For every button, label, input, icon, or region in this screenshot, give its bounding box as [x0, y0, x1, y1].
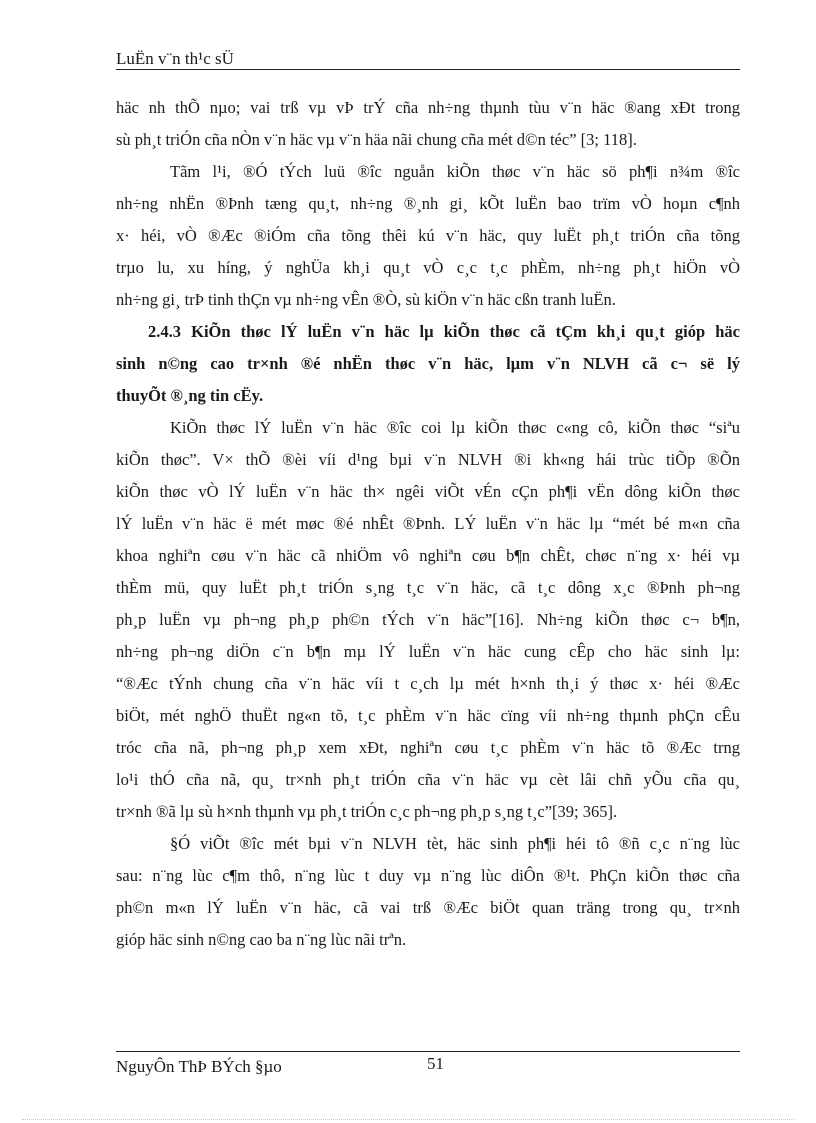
text-line: Tãm l¹i, ®Ó tÝch luü ®îc nguån kiÕn thøc v¨n häc sö ph¶i n¾m ®îc: [170, 162, 740, 181]
text-line: häc nh thÕ nµo; vai trß vµ vÞ trÝ cña nh÷ng thµnh tùu v¨n häc ®ang xÐt trong: [116, 98, 740, 117]
text-line: nh÷ng ph¬ng diÖn c¨n b¶n mµ lÝ luËn v¨n häc cung cÊp cho häc sinh lµ:: [116, 642, 740, 661]
text-line: “®Æc tÝnh chung cña v¨n häc víi t c¸ch lµ mét h×nh th¸i ý thøc x· héi ®Æc: [116, 674, 740, 693]
text-line: §Ó viÕt ®îc mét bµi v¨n NLVH tèt, häc sinh ph¶i héi tô ®ñ c¸c n¨ng lùc: [170, 834, 740, 853]
footer-rule: [116, 1051, 740, 1052]
text-line: nh÷ng nhËn ®Þnh tæng qu¸t, nh÷ng ®¸nh gi¸ kÕt luËn bao trïm vÒ hoµn c¶nh: [116, 194, 740, 213]
text-line: thuyÕt ®¸ng tin cËy.: [116, 386, 264, 405]
header-rule: [116, 69, 740, 70]
text-line: tróc cña nã, ph¬ng ph¸p xem xÐt, nghiªn cøu t¸c phÈm v¨n häc tõ ®Æc trng: [116, 738, 740, 757]
text-line: gióp häc sinh n©ng cao ba n¨ng lùc nãi trªn.: [116, 930, 407, 949]
text-line: lo¹i thÓ cña nã, qu¸ tr×nh ph¸t triÓn cña v¨n häc vµ cèt lâi chñ yÕu cña qu¸: [116, 770, 740, 789]
text-line: lÝ luËn v¨n häc ë mét møc ®é nhÊt ®Þnh. LÝ luËn v¨n häc lµ “mét bé m«n cña: [116, 514, 740, 533]
text-line: tr×nh ®ã lµ sù h×nh thµnh vµ ph¸t triÓn c¸c ph¬ng ph¸p s¸ng t¸c”[39; 365].: [116, 802, 618, 821]
text-line: sinh n©ng cao tr×nh ®é nhËn thøc v¨n häc, lµm v¨n NLVH cã c¬ së lý: [116, 354, 740, 373]
text-line: khoa nghiªn cøu v¨n häc cã nhiÖm vô nghiªn cøu b¶n chÊt, chøc n¨ng x· héi vµ: [116, 546, 740, 565]
running-header: LuËn v¨n th¹c sÜ: [116, 49, 234, 68]
body-text: [116, 92, 740, 956]
text-line: biÖt, mét nghÖ thuËt ng«n tõ, t¸c phÈm v¨n häc cïng víi nh÷ng thµnh phÇn cÊu: [116, 706, 740, 725]
text-line: kiÕn thøc vÒ lÝ luËn v¨n häc th× ngêi viÕt vÉn cÇn ph¶i vËn dông kiÕn thøc: [116, 482, 740, 501]
text-line: nh÷ng gi¸ trÞ tinh thÇn vµ nh÷ng vÊn ®Ò, sù kiÖn v¨n häc cßn tranh luËn.: [116, 290, 616, 309]
text-line: kiÕn thøc”. V× thÕ ®èi víi d¹ng bµi v¨n NLVH ®i kh«ng hái trùc tiÕp ®Õn: [116, 450, 740, 469]
text-line: KiÕn thøc lÝ luËn v¨n häc ®îc coi lµ kiÕn thøc c«ng cô, kiÕn thøc “siªu: [170, 418, 740, 437]
page-edge-dotted-line: [22, 1119, 794, 1120]
page-number: 51: [427, 1054, 444, 1073]
text-line: trµo lu, xu híng, ý nghÜa kh¸i qu¸t vÒ c¸c t¸c phÈm, nh÷ng ph¸t hiÖn vÒ: [116, 258, 740, 277]
text-line: ph©n m«n lÝ luËn v¨n häc, cã vai trß ®Æc biÖt quan träng trong qu¸ tr×nh: [116, 898, 740, 917]
text-line: 2.4.3 KiÕn thøc lÝ luËn v¨n häc lµ kiÕn thøc cã tÇm kh¸i qu¸t gióp häc: [148, 322, 740, 341]
footer-author: NguyÔn ThÞ BÝch §µo: [116, 1057, 282, 1076]
text-line: sau: n¨ng lùc c¶m thô, n¨ng lùc t duy vµ n¨ng lùc diÔn ®¹t. PhÇn kiÕn thøc cña: [116, 866, 740, 885]
text-line: x· héi, vÒ ®Æc ®iÓm cña tõng thêi kú v¨n häc, quy luËt ph¸t triÓn cña tõng: [116, 226, 740, 245]
text-line: sù ph¸t triÓn cña nÒn v¨n häc vµ v¨n häa nãi chung cña mét d©n téc” [3; 118].: [116, 130, 637, 149]
text-line: ph¸p luËn vµ ph¬ng ph¸p ph©n tÝch v¨n häc”[16]. Nh÷ng kiÕn thøc c¬ b¶n,: [116, 610, 740, 629]
text-line: thÈm mü, quy luËt ph¸t triÓn s¸ng t¸c v¨n häc, cã t¸c dông x¸c ®Þnh ph¬ng: [116, 578, 740, 597]
